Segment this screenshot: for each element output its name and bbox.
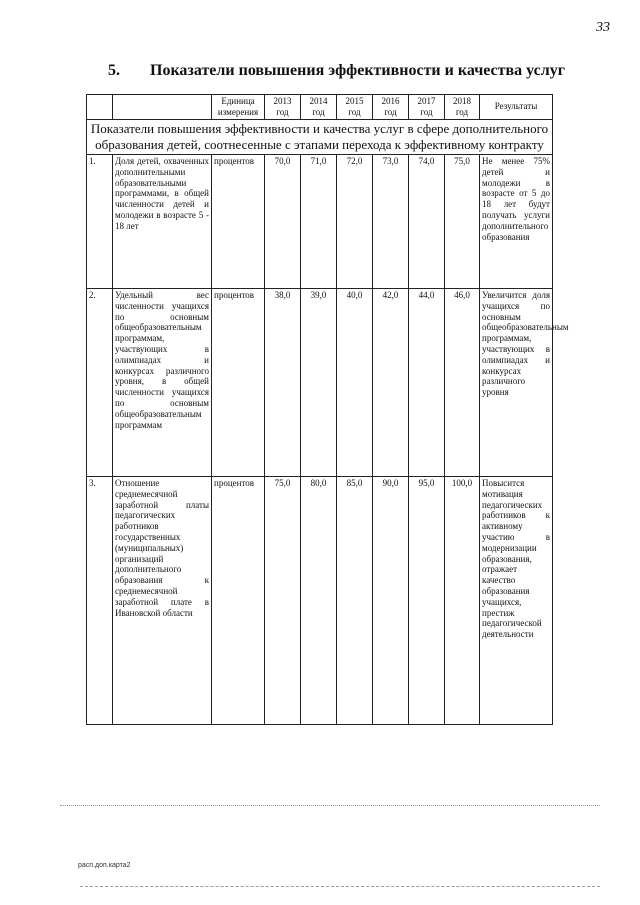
value-cell: 38,0 xyxy=(265,289,301,477)
indicator-name: Удельный вес численности учащихся по основным общеобразовательным программам, участвующих в олимпиадах и конкурсах различного уровня, в общей численности учащихся по основным общеобразовательным программам xyxy=(113,289,212,477)
value-cell: 95,0 xyxy=(409,477,445,725)
value-cell: 80,0 xyxy=(301,477,337,725)
header-year: 2016 год xyxy=(373,95,409,120)
value-cell: 46,0 xyxy=(445,289,480,477)
section-number: 5. xyxy=(108,62,120,79)
value-cell: 100,0 xyxy=(445,477,480,725)
value-cell: 75,0 xyxy=(445,155,480,289)
value-cell: 90,0 xyxy=(373,477,409,725)
table-row xyxy=(87,155,553,289)
header-year: 2014 год xyxy=(301,95,337,120)
header-name xyxy=(113,95,212,120)
indicator-name: Отношение среднемесячной заработной платы педагогических работников государственных (муниципальных) организаций дополнительного образования к среднемесячной заработной плате в Ивановской области xyxy=(113,477,212,725)
value-cell: 40,0 xyxy=(337,289,373,477)
header-year: 2013 год xyxy=(265,95,301,120)
header-year: 2017 год xyxy=(409,95,445,120)
group-title: Показатели повышения эффективности и качества услуг в сфере дополнительного образования детей, соотнесенные с этапами перехода к эффективному контракту xyxy=(87,119,553,155)
header-year: 2015 год xyxy=(337,95,373,120)
unit-cell: процентов xyxy=(212,289,265,477)
result-cell: Не менее 75% детей и молодежи в возрасте от 5 до 18 лет будут получать услуги дополнительного образования xyxy=(480,155,553,289)
row-number: 3. xyxy=(87,477,113,725)
value-cell: 72,0 xyxy=(337,155,373,289)
result-cell: Увеличится доля учащихся по основным общеобразовательным программам, участвующих в олимпиадах и конкурсах различного уровня xyxy=(480,289,553,477)
header-results: Результаты xyxy=(480,95,553,120)
unit-cell: процентов xyxy=(212,477,265,725)
value-cell: 42,0 xyxy=(373,289,409,477)
header-year: 2018 год xyxy=(445,95,480,120)
scan-artifact-line xyxy=(60,805,600,806)
indicator-name: Доля детей, охваченных дополнительными образовательными программами, в общей численности детей и молодежи в возрасте 5 - 18 лет xyxy=(113,155,212,289)
value-cell: 73,0 xyxy=(373,155,409,289)
value-cell: 75,0 xyxy=(265,477,301,725)
unit-cell: процентов xyxy=(212,155,265,289)
value-cell: 85,0 xyxy=(337,477,373,725)
page-number: 33 xyxy=(596,20,610,35)
value-cell: 44,0 xyxy=(409,289,445,477)
row-number: 1. xyxy=(87,155,113,289)
table-row xyxy=(87,477,553,725)
group-title-row xyxy=(87,119,553,155)
section-title-text: Показатели повышения эффективности и качества услуг xyxy=(150,62,565,79)
result-cell: Повысится мотивация педагогических работников к активному участию в модернизации образования, отражает качество образования учащихся, престиж педагогической деятельности xyxy=(480,477,553,725)
table-row xyxy=(87,289,553,477)
value-cell: 71,0 xyxy=(301,155,337,289)
value-cell: 70,0 xyxy=(265,155,301,289)
row-number: 2. xyxy=(87,289,113,477)
scan-artifact-line xyxy=(80,886,600,887)
header-unit: Единица измерения xyxy=(212,95,265,120)
value-cell: 74,0 xyxy=(409,155,445,289)
value-cell: 39,0 xyxy=(301,289,337,477)
header-num xyxy=(87,95,113,120)
footer-code: расп.доп.карта2 xyxy=(78,862,131,869)
indicators-table xyxy=(86,94,569,725)
header-row xyxy=(87,95,553,120)
section-title xyxy=(108,62,568,80)
